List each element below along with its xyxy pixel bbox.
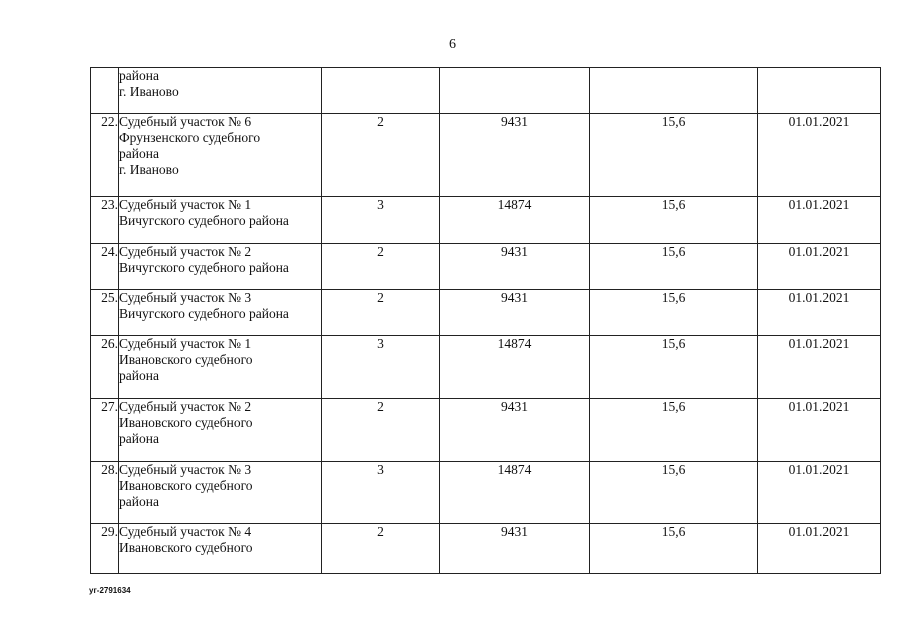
positions-count: 2 <box>322 244 440 290</box>
effective-date: 01.01.2021 <box>758 244 881 290</box>
rate-value: 15,6 <box>590 336 758 399</box>
court-section-name: Судебный участок № 4 Ивановского судебного <box>119 524 322 574</box>
page-number: 6 <box>449 37 456 52</box>
table-row <box>91 197 881 244</box>
table-row <box>91 114 881 197</box>
positions-count: 3 <box>322 197 440 244</box>
row-number: 29. <box>91 524 119 574</box>
amount-value <box>440 68 590 114</box>
rate-value: 15,6 <box>590 399 758 462</box>
row-number: 27. <box>91 399 119 462</box>
court-section-name: Судебный участок № 2 Вичугского судебного района <box>119 244 322 290</box>
allowance-table <box>90 67 881 574</box>
row-number: 22. <box>91 114 119 197</box>
amount-value: 9431 <box>440 399 590 462</box>
rate-value <box>590 68 758 114</box>
row-number: 25. <box>91 290 119 336</box>
rate-value: 15,6 <box>590 244 758 290</box>
amount-value: 14874 <box>440 336 590 399</box>
positions-count: 3 <box>322 336 440 399</box>
amount-value: 9431 <box>440 290 590 336</box>
amount-value: 14874 <box>440 197 590 244</box>
document-code: уг-2791634 <box>89 586 131 595</box>
table-row <box>91 399 881 462</box>
row-number: 28. <box>91 462 119 524</box>
effective-date: 01.01.2021 <box>758 399 881 462</box>
table-row <box>91 336 881 399</box>
amount-value: 9431 <box>440 524 590 574</box>
table-row <box>91 290 881 336</box>
positions-count: 3 <box>322 462 440 524</box>
effective-date: 01.01.2021 <box>758 336 881 399</box>
rate-value: 15,6 <box>590 462 758 524</box>
table-row <box>91 524 881 574</box>
rate-value: 15,6 <box>590 290 758 336</box>
table-row <box>91 462 881 524</box>
amount-value: 14874 <box>440 462 590 524</box>
row-number: 24. <box>91 244 119 290</box>
row-number <box>91 68 119 114</box>
table-row <box>91 68 881 114</box>
positions-count: 2 <box>322 114 440 197</box>
court-section-name: Судебный участок № 3 Вичугского судебного района <box>119 290 322 336</box>
rate-value: 15,6 <box>590 197 758 244</box>
effective-date: 01.01.2021 <box>758 197 881 244</box>
row-number: 23. <box>91 197 119 244</box>
effective-date: 01.01.2021 <box>758 462 881 524</box>
effective-date: 01.01.2021 <box>758 524 881 574</box>
table-row <box>91 244 881 290</box>
court-section-name: Судебный участок № 1 Ивановского судебного района <box>119 336 322 399</box>
positions-count: 2 <box>322 399 440 462</box>
court-section-name: Судебный участок № 1 Вичугского судебного района <box>119 197 322 244</box>
rate-value: 15,6 <box>590 524 758 574</box>
row-number: 26. <box>91 336 119 399</box>
positions-count <box>322 68 440 114</box>
positions-count: 2 <box>322 290 440 336</box>
effective-date: 01.01.2021 <box>758 290 881 336</box>
amount-value: 9431 <box>440 244 590 290</box>
rate-value: 15,6 <box>590 114 758 197</box>
effective-date: 01.01.2021 <box>758 114 881 197</box>
amount-value: 9431 <box>440 114 590 197</box>
court-section-name: района г. Иваново <box>119 68 322 114</box>
effective-date <box>758 68 881 114</box>
court-section-name: Судебный участок № 3 Ивановского судебного района <box>119 462 322 524</box>
court-section-name: Судебный участок № 2 Ивановского судебного района <box>119 399 322 462</box>
positions-count: 2 <box>322 524 440 574</box>
court-section-name: Судебный участок № 6 Фрунзенского судебного района г. Иваново <box>119 114 322 197</box>
